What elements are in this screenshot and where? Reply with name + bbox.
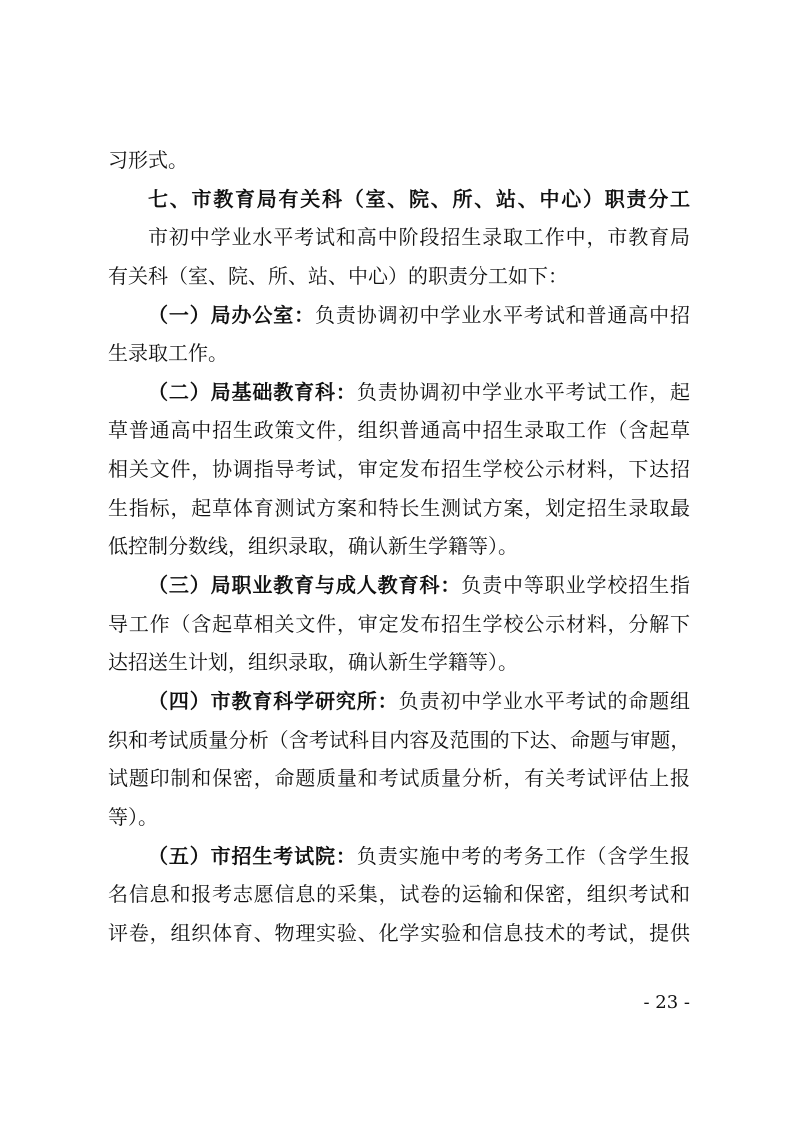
item-text: 负责协调初中学业水平考试和普通高中招 bbox=[315, 302, 691, 327]
item-first-line bbox=[108, 837, 690, 876]
item-text: 负责中等职业学校招生指 bbox=[461, 573, 691, 598]
item-lead: （三）局职业教育与成人教育科： bbox=[148, 573, 462, 598]
continuation-line: 习形式。 bbox=[108, 148, 188, 172]
item-text: 负责实施中考的考务工作（含学生报 bbox=[356, 843, 691, 868]
item-lead: （二）局基础教育科： bbox=[148, 379, 357, 404]
intro-line: 有关科（室、院、所、站、中心）的职责分工如下： bbox=[108, 263, 568, 288]
item-first-line bbox=[108, 296, 690, 335]
item-line: 名信息和报考志愿信息的采集，试卷的运输和保密，组织考试和 bbox=[108, 882, 690, 907]
item-text: 负责初中学业水平考试的命题组 bbox=[398, 688, 691, 713]
item-line: 生录取工作。 bbox=[108, 341, 228, 366]
item-line: 达招送生计划，组织录取，确认新生学籍等）。 bbox=[108, 650, 518, 675]
item-line: 等）。 bbox=[108, 804, 158, 829]
item-line: 草普通高中招生政策文件，组织普通高中招生录取工作（含起草 bbox=[108, 418, 690, 443]
item-line: 相关文件，协调指导考试，审定发布招生学校公示材料，下达招 bbox=[108, 457, 690, 482]
item-first-line bbox=[108, 682, 690, 721]
item-first-line bbox=[108, 373, 690, 412]
item-text: 负责协调初中学业水平考试工作，起 bbox=[356, 379, 691, 404]
item-line: 低控制分数线，组织录取，确认新生学籍等）。 bbox=[108, 534, 518, 559]
document-body bbox=[108, 141, 690, 952]
item-line: 织和考试质量分析（含考试科目内容及范围的下达、命题与审题， bbox=[108, 727, 690, 752]
item-line: 导工作（含起草相关文件，审定发布招生学校公示材料，分解下 bbox=[108, 611, 690, 636]
item-lead: （五）市招生考试院： bbox=[148, 843, 357, 868]
item-lead: （一）局办公室： bbox=[148, 302, 316, 327]
section-heading: 七、市教育局有关科（室、院、所、站、中心）职责分工 bbox=[148, 186, 690, 211]
page-number: - 23 - bbox=[643, 992, 690, 1013]
item-line: 评卷，组织体育、物理实验、化学实验和信息技术的考试，提供 bbox=[108, 920, 690, 945]
item-first-line bbox=[108, 566, 690, 605]
intro-line: 市初中学业水平考试和高中阶段招生录取工作中，市教育局 bbox=[148, 225, 690, 250]
item-line: 生指标，起草体育测试方案和特长生测试方案，划定招生录取最 bbox=[108, 495, 690, 520]
item-lead: （四）市教育科学研究所： bbox=[148, 688, 399, 713]
item-line: 试题印制和保密，命题质量和考试质量分析，有关考试评估上报 bbox=[108, 766, 690, 791]
